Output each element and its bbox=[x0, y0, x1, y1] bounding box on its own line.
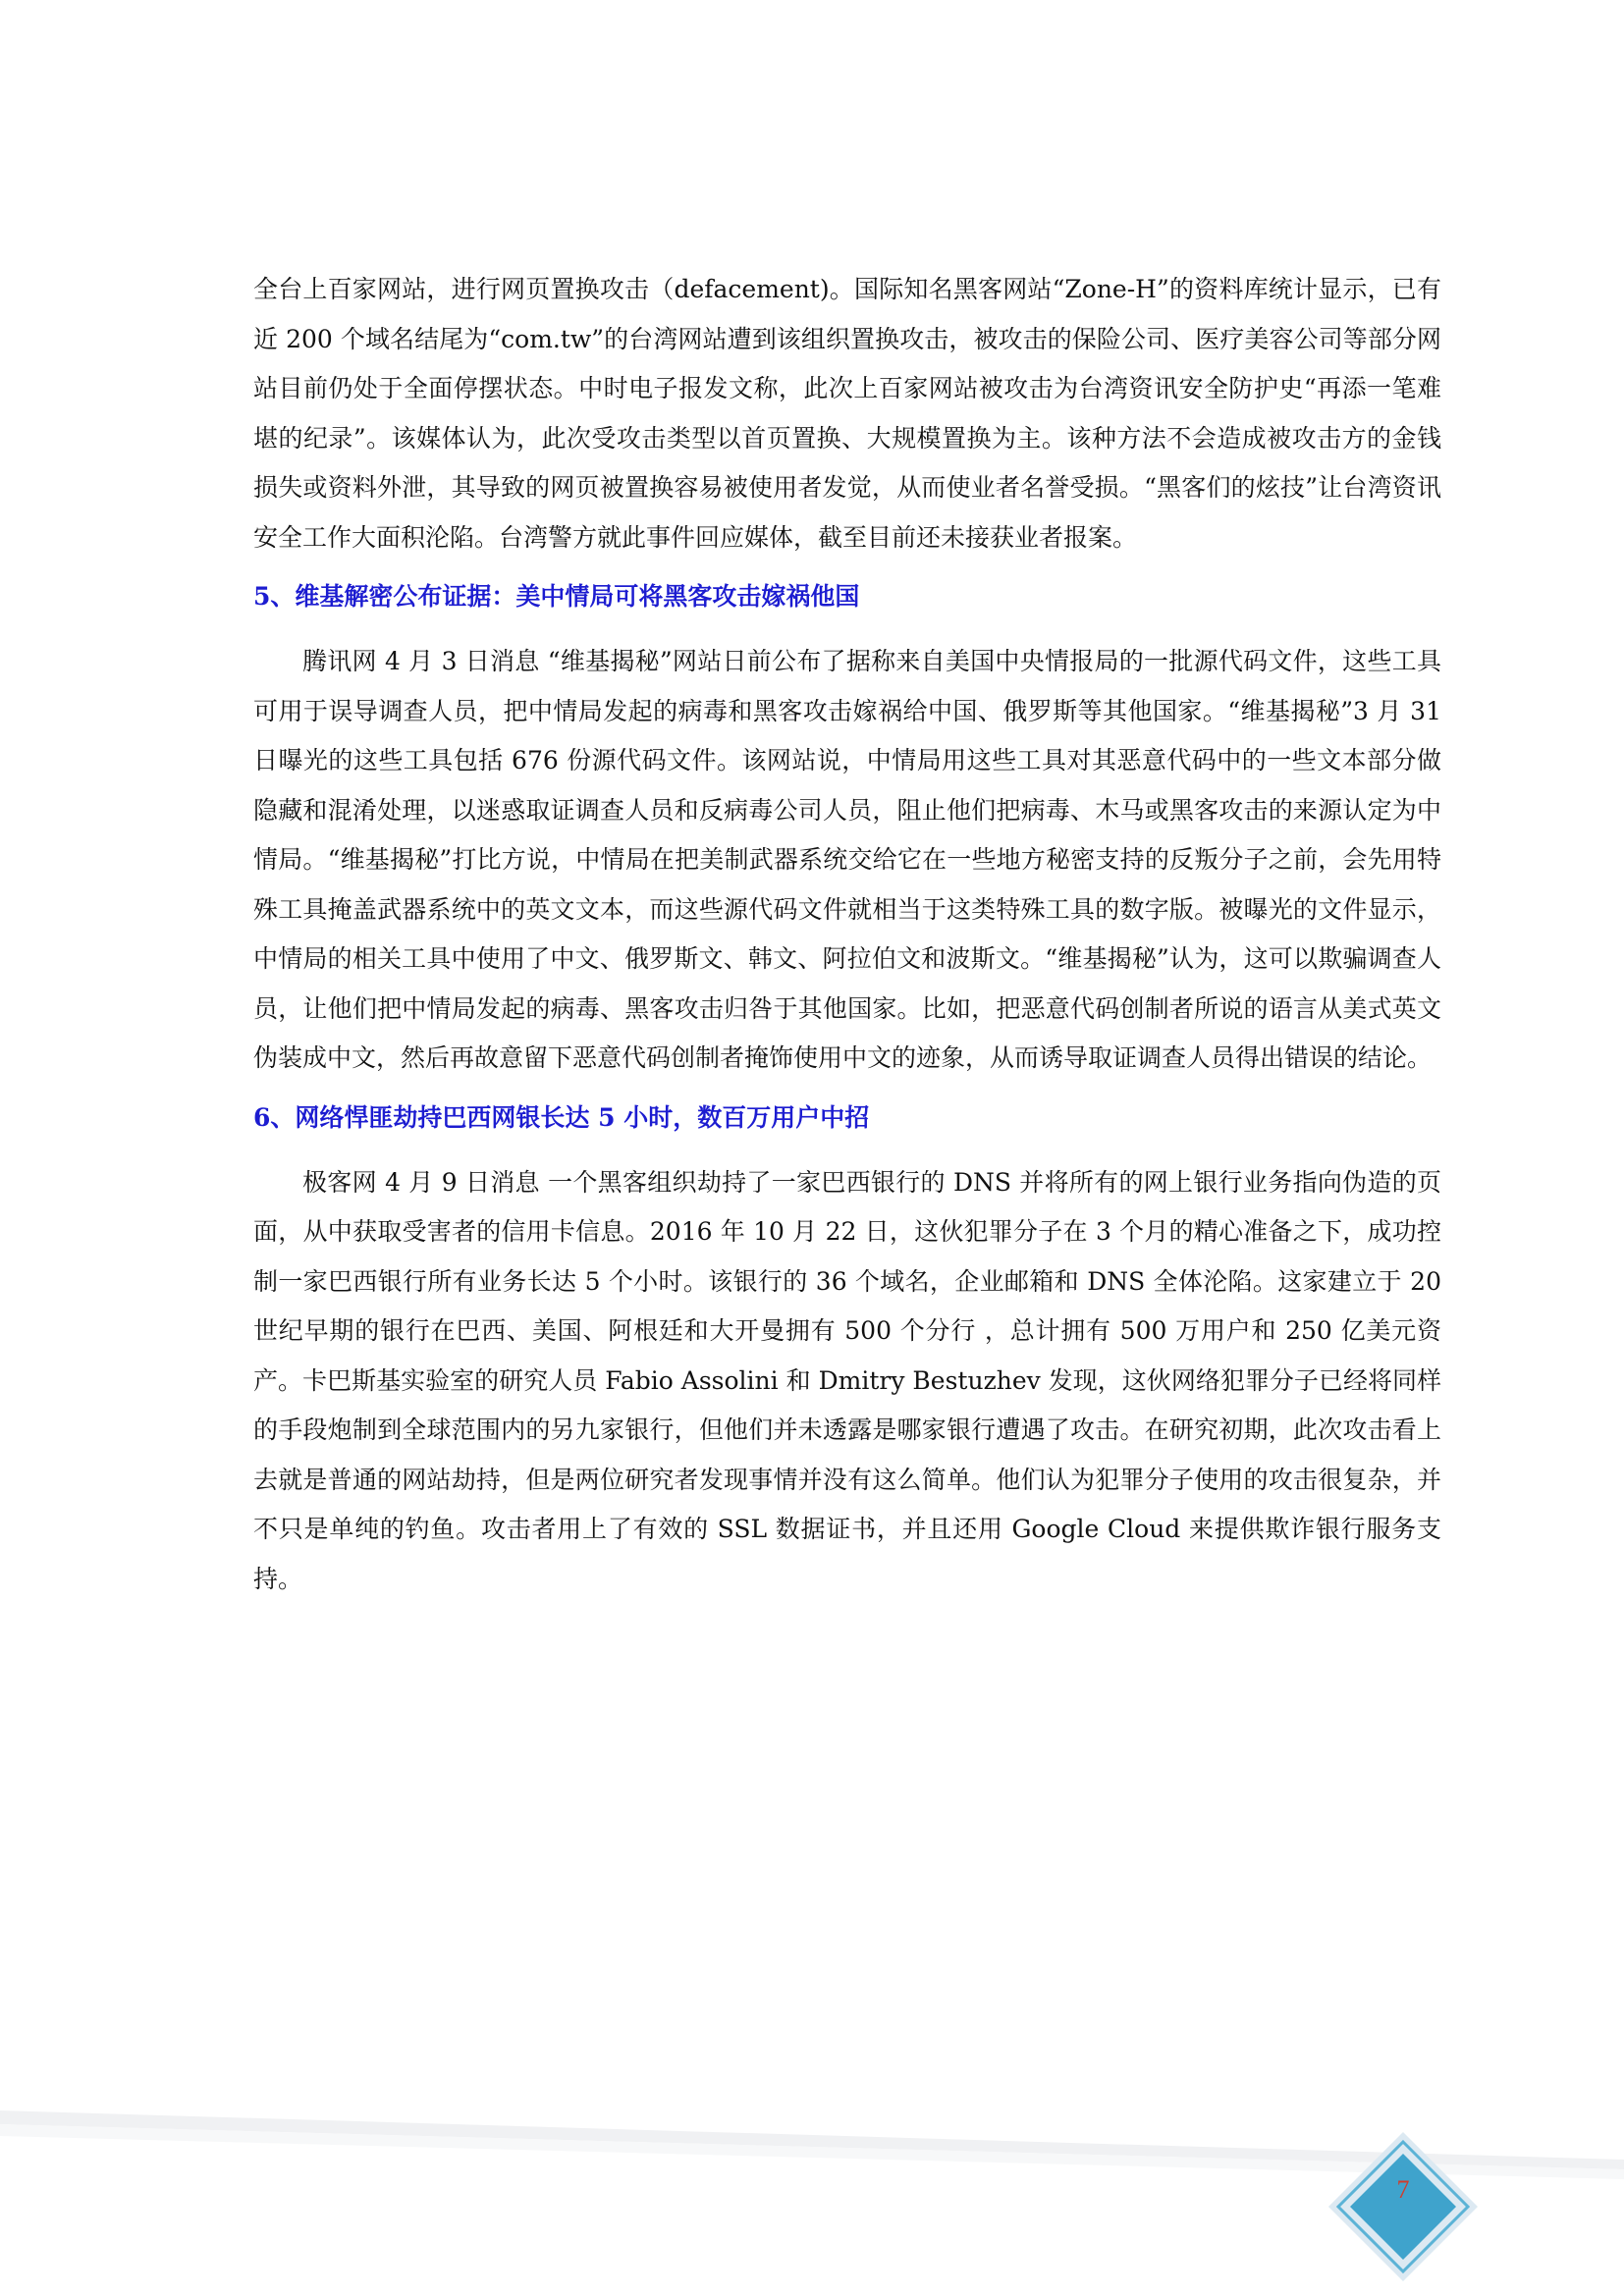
page-content bbox=[253, 265, 1441, 1604]
section-heading-6: 6、网络悍匪劫持巴西网银长达 5 小时，数百万用户中招 bbox=[253, 1102, 870, 1132]
page-number-badge bbox=[1325, 2128, 1482, 2285]
page-number: 7 bbox=[1396, 2175, 1410, 2204]
paragraph-continued: 全台上百家网站，进行网页置换攻击（defacement)。国际知名黑客网站“Zone-H”的资料库统计显示，已有近 200 个域名结尾为“com.tw”的台湾网站遭到该组织置换攻击，被攻击的保险公司、医疗美容公司等部分网站目前仍处于全面停摆状态。中时电子报发文称，此次上百家网站被攻击为台湾资讯安全防护史“再添一笔难堪的纪录”。该媒体认为，此次受攻击类型以首页置换、大规模置换为主。该种方法不会造成被攻击方的金钱损失或资料外泄，其导致的网页被置换容易被使用者发觉，从而使业者名誉受损。“黑客们的炫技”让台湾资讯安全工作大面积沦陷。台湾警方就此事件回应媒体，截至目前还未接获业者报案。 bbox=[253, 275, 1441, 552]
section-body-5: 腾讯网 4 月 3 日消息 “维基揭秘”网站日前公布了据称来自美国中央情报局的一批源代码文件，这些工具可用于误导调查人员，把中情局发起的病毒和黑客攻击嫁祸给中国、俄罗斯等其他国家。“维基揭秘”3 月 31 日曝光的这些工具包括 676 份源代码文件。该网站说，中情局用这些工具对其恶意代码中的一些文本部分做隐藏和混淆处理，以迷惑取证调查人员和反病毒公司人员，阻止他们把病毒、木马或黑客攻击的来源认定为中情局。“维基揭秘”打比方说，中情局在把美制武器系统交给它在一些地方秘密支持的反叛分子之前，会先用特殊工具掩盖武器系统中的英文文本，而这些源代码文件就相当于这类特殊工具的数字版。被曝光的文件显示，中情局的相关工具中使用了中文、俄罗斯文、韩文、阿拉伯文和波斯文。“维基揭秘”认为，这可以欺骗调查人员，让他们把中情局发起的病毒、黑客攻击归咎于其他国家。比如，把恶意代码创制者所说的语言从美式英文伪装成中文，然后再故意留下恶意代码创制者掩饰使用中文的迹象，从而诱导取证调查人员得出错误的结论。 bbox=[253, 647, 1441, 1072]
section-heading-5: 5、维基解密公布证据：美中情局可将黑客攻击嫁祸他国 bbox=[253, 582, 860, 611]
section-body-6: 极客网 4 月 9 日消息 一个黑客组织劫持了一家巴西银行的 DNS 并将所有的网上银行业务指向伪造的页面，从中获取受害者的信用卡信息。2016 年 10 月 22 日，这伙犯罪分子在 3 个月的精心准备之下，成功控制一家巴西银行所有业务长达 5 个小时。该银行的 36 个域名，企业邮箱和 DNS 全体沦陷。这家建立于 20 世纪早期的银行在巴西、美国、阿根廷和大开曼拥有 500 个分行 ，总计拥有 500 万用户和 250 亿美元资产。卡巴斯基实验室的研究人员 Fabio Assolini 和 Dmitry Bestuzhev 发现，这伙网络犯罪分子已经将同样的手段炮制到全球范围内的另九家银行，但他们并未透露是哪家银行遭遇了攻击。在研究初期，此次攻击看上去就是普通的网站劫持，但是两位研究者发现事情并没有这么简单。他们认为犯罪分子使用的攻击很复杂，并不只是单纯的钓鱼。攻击者用上了有效的 SSL 数据证书，并且还用 Google Cloud 来提供欺诈银行服务支持。 bbox=[253, 1167, 1441, 1593]
